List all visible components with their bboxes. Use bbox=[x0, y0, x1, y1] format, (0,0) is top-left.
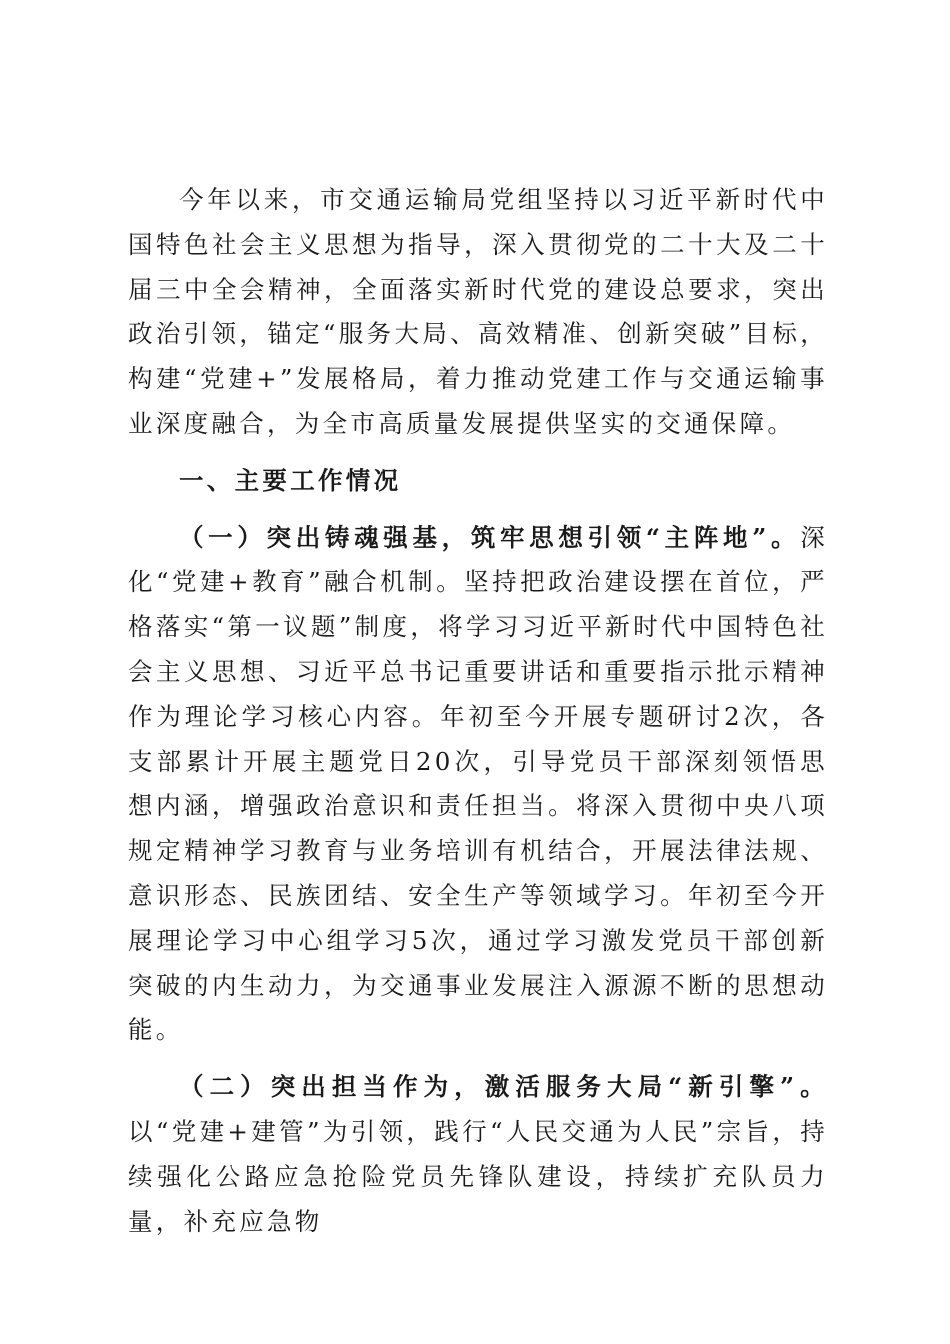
item-2-paragraph bbox=[128, 1065, 828, 1244]
section-heading-main-work: 一、主要工作情况 bbox=[179, 465, 402, 495]
item-1-lead: （一）突出铸魂强基，筑牢思想引领“主阵地”。 bbox=[179, 522, 801, 552]
item-2-body: 以“党建+建管”为引领，践行“人民交通为人民”宗旨，持续强化公路应急抢险党员先锋队建设，持续扩充队员力量，补充应急物 bbox=[128, 1116, 828, 1236]
intro-paragraph: 今年以来，市交通运输局党组坚持以习近平新时代中国特色社会主义思想为指导，深入贯彻党的二十大及二十届三中全会精神，全面落实新时代党的建设总要求，突出政治引领，锚定“服务大局、高效精准、创新突破”目标，构建“党建+”发展格局，着力推动党建工作与交通运输事业深度融合，为全市高质量发展提供坚实的交通保障。 bbox=[128, 185, 828, 438]
item-1-body: 深化“党建+教育”融合机制。坚持把政治建设摆在首位，严格落实“第一议题”制度，将学习习近平新时代中国特色社会主义思想、习近平总书记重要讲话和重要指示批示精神作为理论学习核心内容。年初至今开展专题研讨2次，各支部累计开展主题党日20次，引导党员干部深刻领悟思想内涵，增强政治意识和责任担当。将深入贯彻中央八项规定精神学习教育与业务培训有机结合，开展法律法规、意识形态、民族团结、安全生产等领域学习。年初至今开展理论学习中心组学习5次，通过学习激发党员干部创新突破的内生动力，为交通事业发展注入源源不断的思想动能。 bbox=[128, 522, 828, 1045]
item-1-paragraph bbox=[128, 516, 828, 1054]
item-2-lead: （二）突出担当作为，激活服务大局“新引擎”。 bbox=[179, 1072, 828, 1102]
document-page bbox=[128, 178, 828, 1244]
